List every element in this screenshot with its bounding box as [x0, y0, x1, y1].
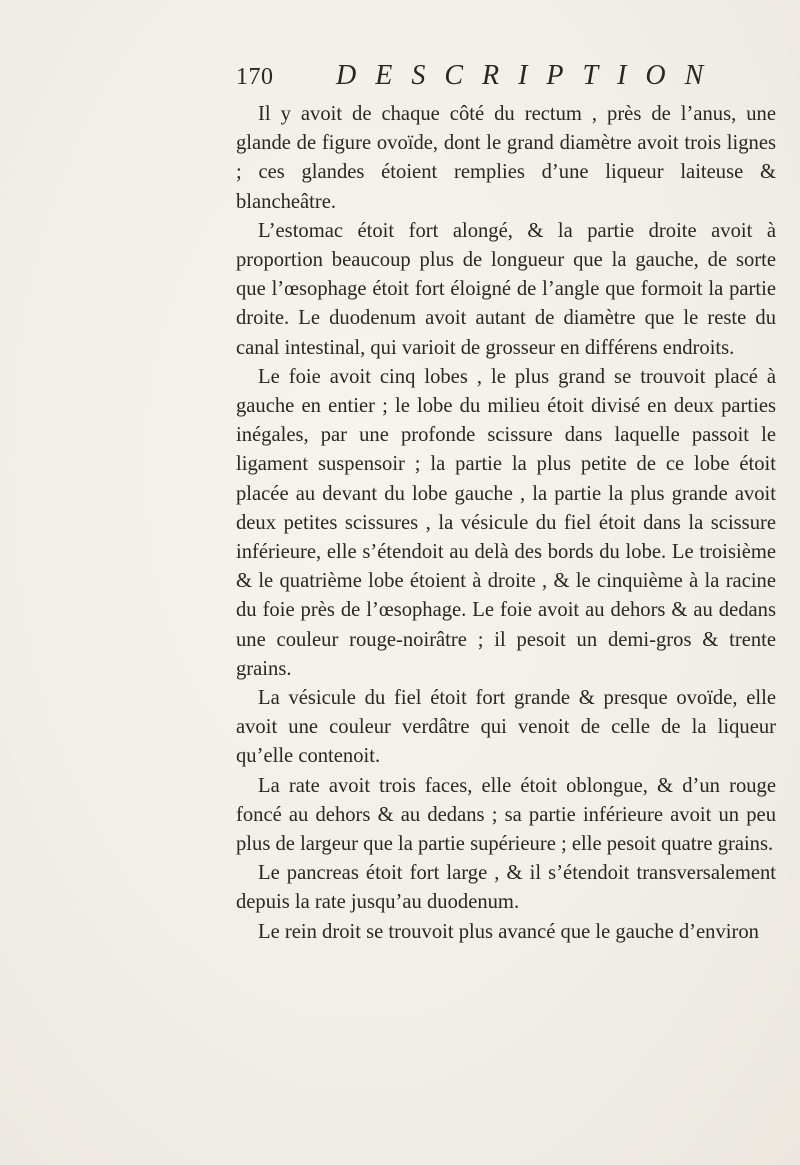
running-head — [236, 60, 776, 100]
paragraph-kidney: Le rein droit se trouvoit plus avancé que le gauche d’environ — [258, 920, 759, 943]
body-text — [236, 100, 776, 947]
page-number: 170 — [236, 64, 274, 90]
paragraph-stomach: L’estomac étoit fort alongé, & la partie droite avoit à proportion beaucoup plus de longueur que la gauche, de sorte que l’œsophage étoit fort éloigné de l’angle que formoit la partie droite. Le duodenum avoit autant de diamètre que le reste du canal intestinal, qui varioit de grosseur en différens endroits. — [236, 219, 776, 359]
paragraph-liver: Le foie avoit cinq lobes , le plus grand se trouvoit placé à gauche en entier ; le lobe du milieu étoit divisé en deux parties inégales, par une profonde scissure dans laquelle passoit le ligament suspensoir ; la partie la plus petite de ce lobe étoit placée au devant du lobe gauche , la partie la plus grande avoit deux petites scissures , la vésicule du fiel étoit dans la scissure inférieure, elle s’étendoit au delà des bords du lobe. Le troisième & le quatrième lobe étoient à droite , & le cinquième à la racine du foie près de l’œsophage. Le foie avoit au dehors & au dedans une couleur rouge-noirâtre ; il pesoit un demi-gros & trente grains. — [236, 365, 776, 680]
paragraph-gallbladder: La vésicule du fiel étoit fort grande & presque ovoïde, elle avoit une couleur verdâtre qui venoit de celle de la liqueur qu’elle contenoit. — [236, 687, 776, 768]
paragraph-pancreas: Le pancreas étoit fort large , & il s’étendoit transversalement depuis la rate jusqu’au duodenum. — [236, 862, 776, 914]
paragraph-rectum-glands: Il y avoit de chaque côté du rectum , près de l’anus, une glande de figure ovoïde, dont le grand diamètre avoit trois lignes ; ces glandes étoient remplies d’une liqueur laiteuse & blancheâtre. — [236, 103, 776, 213]
paragraph-spleen: La rate avoit trois faces, elle étoit oblongue, & d’un rouge foncé au dehors & au dedans ; sa partie inférieure avoit un peu plus de largeur que la partie supérieure ; elle pesoit quatre grains. — [236, 774, 776, 856]
running-title: DESCRIPTION — [336, 60, 723, 91]
